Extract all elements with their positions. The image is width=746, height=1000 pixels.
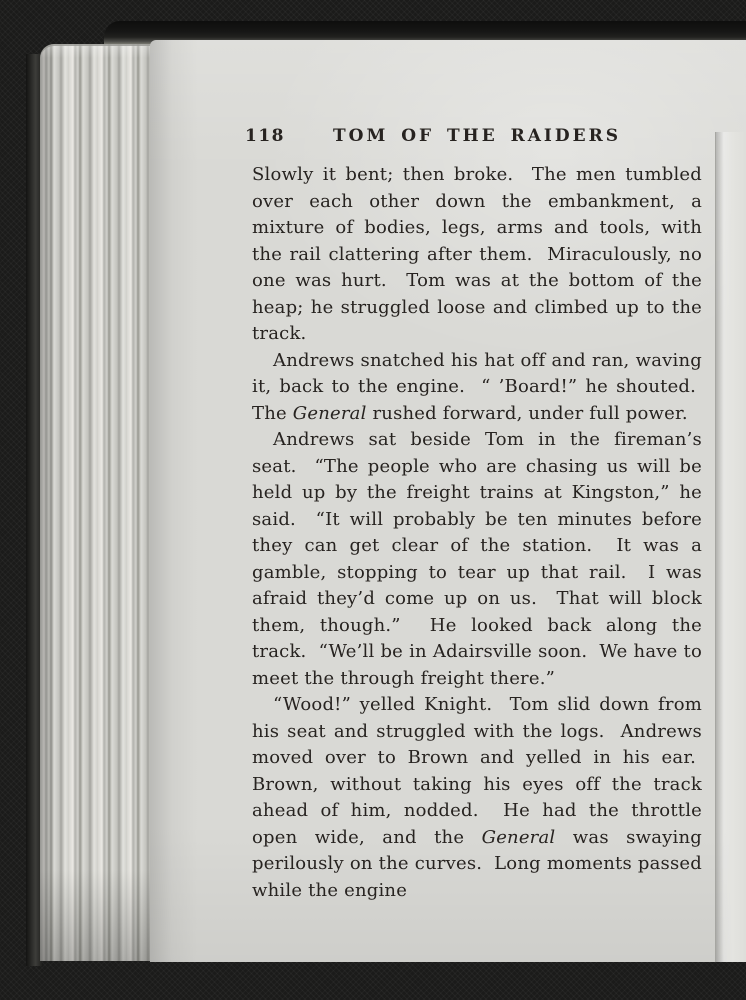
text-run: “Wood!” yelled Knight. Tom slid down from his seat and struggled with the logs. Andrews moved over to Brown and yelled in his ear. Brown, without taking his eyes off the track ahead of him, nodded. He had the throttle open wide, and the [252, 694, 702, 848]
page-number: 118 [245, 126, 285, 146]
paragraph [252, 162, 702, 348]
page-fold-right-edge [715, 132, 746, 962]
paragraph [252, 348, 702, 428]
text-run: was swaying perilously on the curves. Long moments passed while the engine [252, 826, 702, 901]
printed-text-block [245, 126, 702, 904]
italic-text-run: General [292, 402, 367, 424]
text-run: Andrews snatched his hat off and ran, waving it, back to the engine. “ ’Board!” he shouted. The [252, 349, 702, 424]
paragraph [252, 427, 702, 692]
book-page [150, 40, 746, 962]
running-title: TOM OF THE RAIDERS [333, 126, 621, 146]
paragraph [252, 692, 702, 904]
text-run: rushed forward, under full power. [366, 402, 688, 424]
text-run: Andrews sat beside Tom in the fireman’s seat. “The people who are chasing us will be held up by the freight trains at Kingston,” he said. “It will probably be ten minutes before they can get clear of the station. It was a gamble, stopping to tear up that rail. I was afraid they’d come up on us. That will block them, though.” He looked back along the track. “We’ll be in Adairsville soon. We have to meet the through freight there.” [252, 429, 702, 689]
page-edges-stack [40, 44, 154, 961]
italic-text-run: General [481, 826, 556, 848]
text-run: Slowly it bent; then broke. The men tumbled over each other down the embankment, a mixture of bodies, legs, arms and tools, with the rail clattering after them. Miraculously, no one was hurt. Tom was at the bottom of the heap; he struggled loose and climbed up to the track. [252, 164, 702, 344]
page-body [252, 162, 702, 904]
page-header [245, 126, 702, 150]
